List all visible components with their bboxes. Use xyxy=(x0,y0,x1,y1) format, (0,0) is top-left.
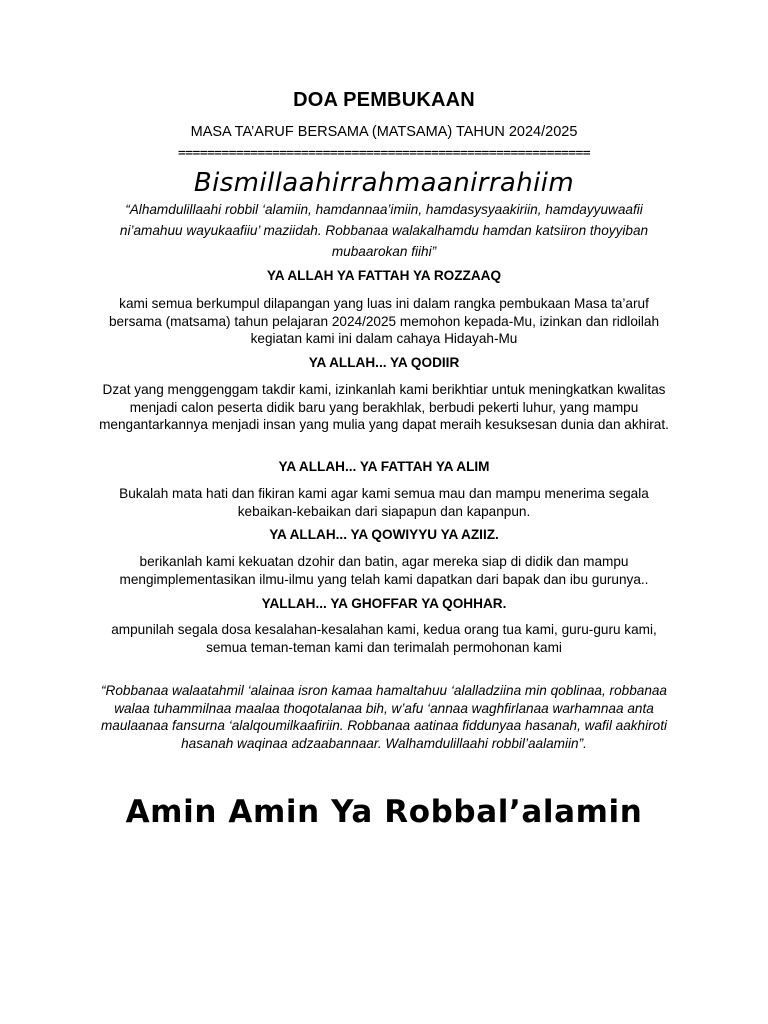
section-paragraph: kami semua berkumpul dilapangan yang luas ini dalam rangka pembukaan Masa ta’aruf bersama (matsama) tahun pelajaran 2024/2025 memohon kepada-Mu, izinkan dan ridloilah kegiatan kami ini dalam cahaya Hidayah-Mu xyxy=(108,296,660,346)
section-heading: YALLAH... YA GHOFFAR YA QOHHAR. xyxy=(261,596,507,611)
section-paragraph: berikanlah kami kekuatan dzohir dan batin, agar mereka siap di didik dan mampu mengimplementasikan ilmu-ilmu yang telah kami dapatkan dari bapak dan ibu gurunya.. xyxy=(119,554,649,587)
section-heading: YA ALLAH... YA QODIIR xyxy=(308,355,460,370)
section-paragraph: ampunilah segala dosa kesalahan-kesalahan kami, kedua orang tua kami, guru-guru kami, semua teman-teman kami dan terimalah permohonan kami xyxy=(111,622,657,655)
section-heading: YA ALLAH... YA FATTAH YA ALIM xyxy=(278,459,490,474)
section-paragraph: Bukalah mata hati dan fikiran kami agar kami semua mau dan mampu menerima segala kebaikan-kebaikan dari siapapun dan kapanpun. xyxy=(119,486,649,519)
section-heading: YA ALLAH YA FATTAH YA ROZZAAQ xyxy=(266,268,502,283)
document-title: DOA PEMBUKAAN xyxy=(293,89,475,111)
opening-quote: “Alhamdulillaahi robbil ‘alamiin, hamdannaa’imiin, hamdasysyaakiriin, hamdayyuwaafii ni’amahuu wayukaafiiu’ maziidah. Robbanaa walakalhamdu hamdan katsiiron thoyyiban mubaarokan fiihi” xyxy=(119,202,649,259)
section-paragraph: Dzat yang menggenggam takdir kami, izinkanlah kami berikhtiar untuk meningkatkan kwalitas menjadi calon peserta didik baru yang berakhlak, berbudi pekerti luhur, yang mampu mengantarkannya menjadi insan yang mulia yang dapat meraih kesuksesan dunia dan akhirat. xyxy=(99,382,669,432)
section-heading: YA ALLAH... YA QOWIYYU YA AZIIZ. xyxy=(269,527,499,542)
separator-rule: ========================================================= xyxy=(178,146,590,161)
document-subtitle: MASA TA’ARUF BERSAMA (MATSAMA) TAHUN 2024/2025 xyxy=(190,124,578,140)
closing-amin: Amin Amin Ya Robbal’alamin xyxy=(125,794,643,830)
bismillah-heading: Bismillaahirrahmaanirrahiim xyxy=(193,168,575,198)
closing-quote: “Robbanaa walaatahmil ‘alainaa isron kamaa hamaltahuu ‘alalladziina min qoblinaa, robbanaa walaa tuhammilnaa maalaa thoqotalanaa bih, w’afu ‘annaa waghfirlanaa warhamnaa anta maulaanaa fansurna ‘alalqoumilkaafiriin. Robbanaa aatinaa fiddunyaa hasanah, wafil aakhiroti hasanah waqinaa adzaabannaar. Walhamdulillaahi robbil’aalamiin”. xyxy=(100,683,668,751)
